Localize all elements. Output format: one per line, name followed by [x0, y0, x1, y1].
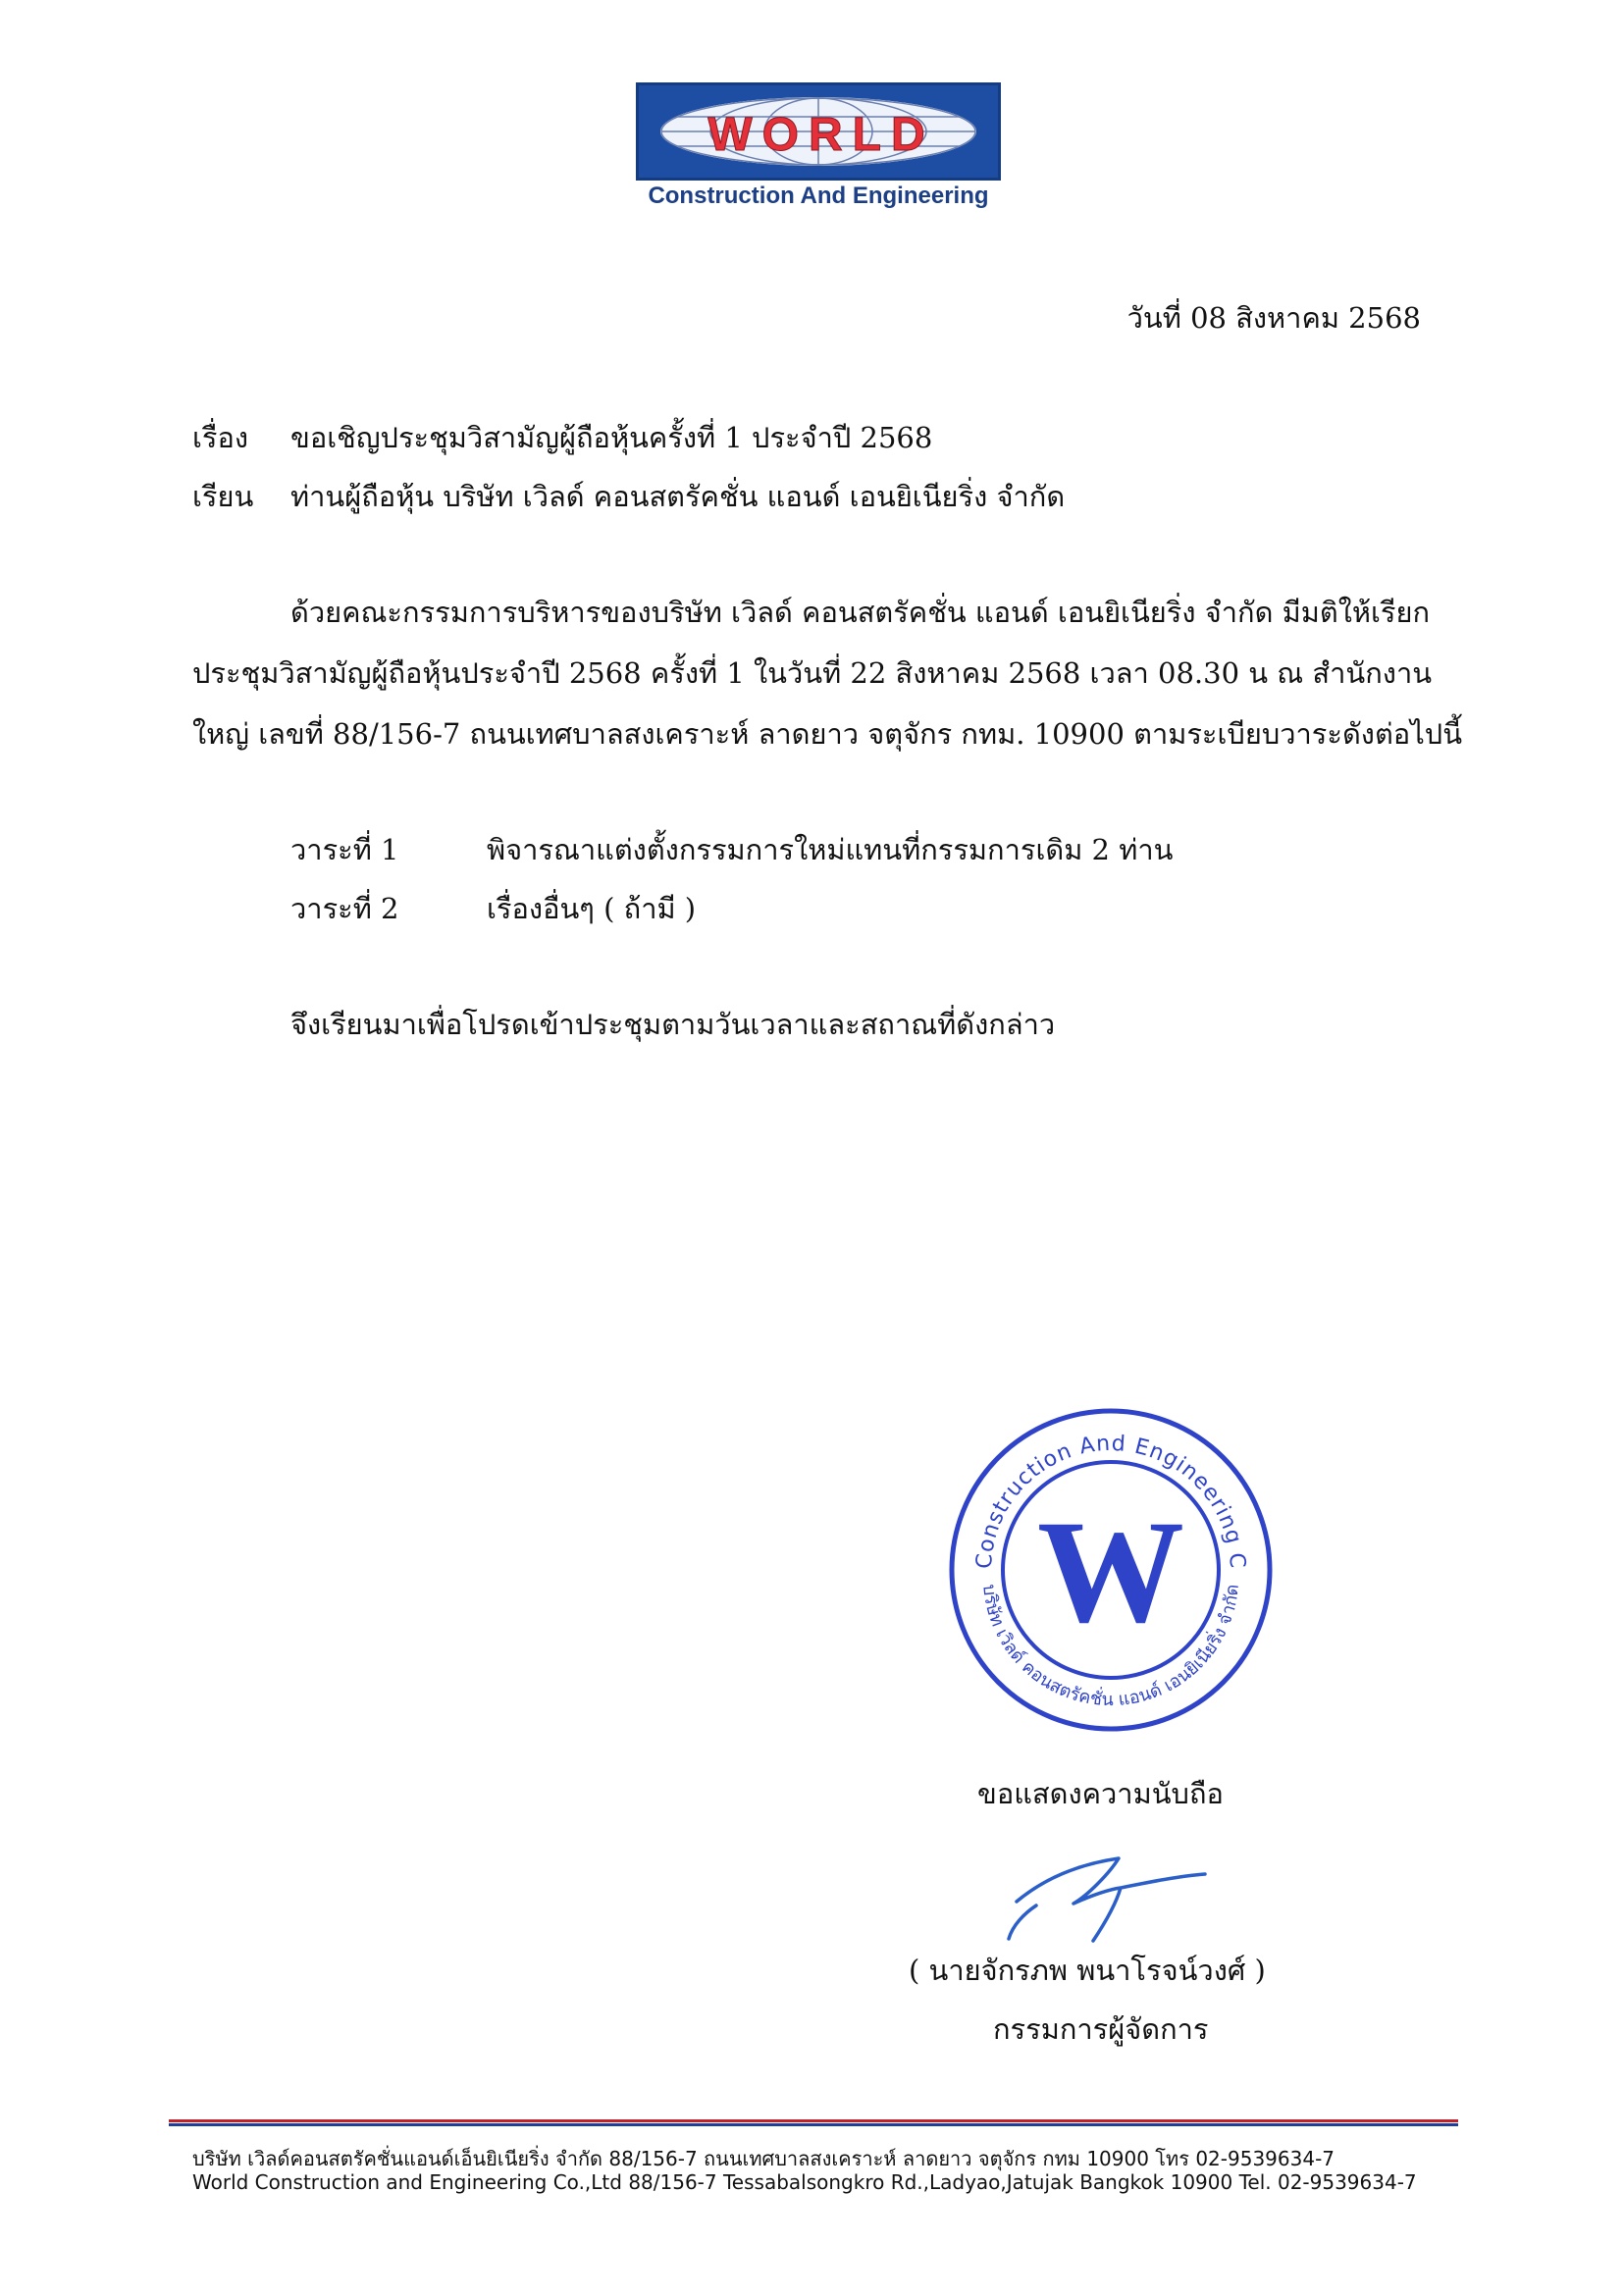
footer-address-thai: บริษัท เวิลด์คอนสตรัคชั่นแอนด์เอ็นยิเนียริ่ง จำกัด 88/156-7 ถนนเทศบาลสงเคราะห์ ลาดยาว จตุจักร กทม 10900 โทร 02-9539634-7	[192, 2147, 1335, 2170]
body-line: ประชุมวิสามัญผู้ถือหุ้นประจำปี 2568 ครั้งที่ 1 ในวันที่ 22 สิงหาคม 2568 เวลา 08.30 น ณ สำนักงาน	[192, 656, 1433, 690]
logo-word: WORLD	[707, 108, 935, 161]
letter-date: วันที่ 08 สิงหาคม 2568	[1126, 301, 1421, 335]
signer-title: กรรมการผู้จัดการ	[993, 2012, 1209, 2046]
seal-inner-text: บริษัท เวิลด์ คอนสตรัคชั่น แอนด์ เอนยิเนียริ่ง จำกัด	[978, 1583, 1243, 1711]
agenda-text: เรื่องอื่นๆ ( ถ้ามี )	[487, 892, 697, 925]
seal-center-letter: W	[1037, 1490, 1184, 1653]
subject-text: ขอเชิญประชุมวิสามัญผู้ถือหุ้นครั้งที่ 1 ประจำปี 2568	[290, 421, 933, 454]
regards-text: ขอแสดงความนับถือ	[977, 1777, 1224, 1810]
recipient-text: ท่านผู้ถือหุ้น บริษัท เวิลด์ คอนสตรัคชั่น แอนด์ เอนยิเนียริ่ง จำกัด	[290, 480, 1066, 513]
logo-banner	[636, 82, 1001, 181]
agenda-text: พิจารณาแต่งตั้งกรรมการใหม่แทนที่กรรมการเดิม 2 ท่าน	[487, 833, 1174, 866]
handwritten-signature	[993, 1845, 1219, 1953]
agenda-label: วาระที่ 1	[290, 833, 399, 866]
footer-divider	[169, 2119, 1458, 2127]
seal-outer-text: Construction And Engineering C	[971, 1431, 1250, 1570]
body-line: ด้วยคณะกรรมการบริหารของบริษัท เวิลด์ คอนสตรัคชั่น แอนด์ เอนยิเนียริ่ง จำกัด มีมติให้เรียก	[290, 596, 1431, 629]
company-logo	[636, 82, 1001, 220]
subject-label: เรื่อง	[192, 421, 249, 454]
logo-subtitle: Construction And Engineering	[648, 183, 989, 209]
closing-text: จึงเรียนมาเพื่อโปรดเข้าประชุมตามวันเวลาและสถาณที่ดังกล่าว	[290, 1008, 1056, 1041]
footer-address-english: World Construction and Engineering Co.,Ltd 88/156-7 Tessabalsongkro Rd.,Ladyao,Jatujak Bangkok 10900 Tel. 02-9539634-7	[192, 2170, 1417, 2194]
signer-name: ( นายจักรภพ พนาโรจน์วงศ์ )	[909, 1954, 1266, 1987]
body-line: ใหญ่ เลขที่ 88/156-7 ถนนเทศบาลสงเคราะห์ ลาดยาว จตุจักร กทม. 10900 ตามระเบียบวาระดังต่อไปนี้	[192, 717, 1463, 751]
company-seal	[944, 1403, 1278, 1737]
recipient-label: เรียน	[192, 480, 254, 513]
agenda-label: วาระที่ 2	[290, 892, 399, 925]
